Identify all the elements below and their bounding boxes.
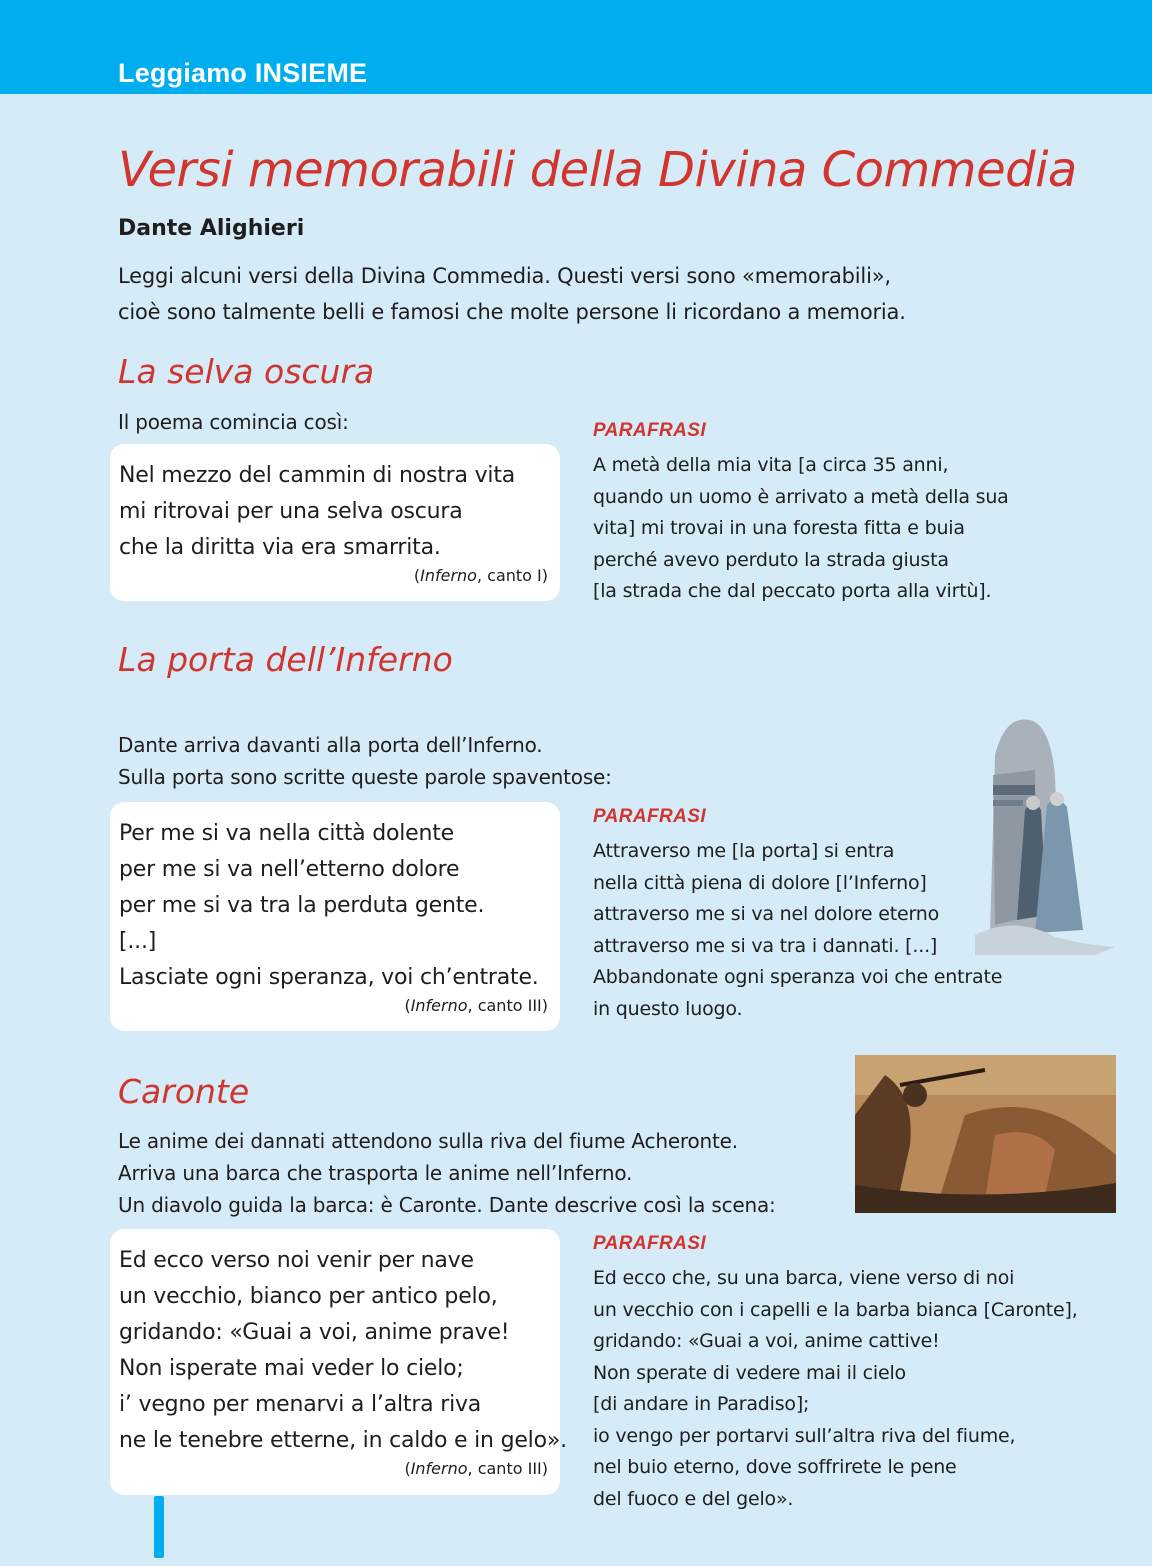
verse-line: i’ vegno per menarvi a l’altra riva [119, 1392, 482, 1417]
paraphrase-line: attraverso me si va tra i dannati. [...] [593, 934, 938, 957]
lead-line: Il poema comincia così: [118, 410, 349, 434]
citation-canto: , canto I) [476, 566, 548, 585]
citation: (Inferno, canto III) [404, 996, 548, 1015]
verse-line: Lasciate ogni speranza, voi ch’entrate. [119, 965, 539, 990]
citation: (Inferno, canto III) [404, 1459, 548, 1478]
author-name: Dante Alighieri [118, 216, 305, 241]
paraphrase-line: io vengo per portarvi sull’altra riva del fiume, [593, 1424, 1016, 1447]
paraphrase-line: [la strada che dal peccato porta alla virtù]. [593, 580, 992, 602]
citation-work: Inferno [410, 1459, 468, 1478]
paraphrase-line: Ed ecco che, su una barca, viene verso di noi [593, 1267, 1015, 1289]
paraphrase-line: in questo luogo. [593, 997, 743, 1020]
verse-box [110, 444, 560, 601]
paraphrase-line: perché avevo perduto la strada giusta [593, 548, 949, 571]
citation-canto: , canto III) [467, 996, 548, 1015]
section-title: La porta dell’Inferno [118, 640, 453, 679]
paraphrase-line: del fuoco e del gelo». [593, 1487, 794, 1510]
verse-line: Ed ecco verso noi venir per nave [119, 1248, 474, 1273]
lead-line: Sulla porta sono scritte queste parole spaventose: [118, 765, 612, 789]
header-label: Leggiamo INSIEME [118, 58, 368, 88]
citation-canto: , canto III) [467, 1459, 548, 1478]
lead-line: Un diavolo guida la barca: è Caronte. Dante descrive così la scena: [118, 1193, 776, 1217]
paraphrase-title: PARAFRASI [593, 420, 707, 441]
paraphrase-line: gridando: «Guai a voi, anime cattive! [593, 1330, 940, 1352]
verse-line: Non isperate mai veder lo cielo; [119, 1356, 464, 1381]
page-edge-marker [154, 1496, 164, 1558]
charon-painting [855, 1055, 1116, 1213]
paraphrase-line: Abbandonate ogni speranza voi che entrate [593, 966, 1003, 988]
paraphrase-line: Attraverso me [la porta] si entra [593, 840, 895, 862]
section-lead [118, 1125, 776, 1221]
paraphrase-line: A metà della mia vita [a circa 35 anni, [593, 454, 949, 476]
dante-virgil-illustration [975, 715, 1120, 955]
verse-line: Nel mezzo del cammin di nostra vita [119, 463, 516, 488]
citation-work: Inferno [410, 996, 468, 1015]
paraphrase-block [593, 1233, 1113, 1515]
verse-line: che la diritta via era smarrita. [119, 535, 441, 560]
verse-line: mi ritrovai per una selva oscura [119, 499, 463, 524]
paraphrase-block [593, 420, 1113, 608]
paraphrase-line: Non sperate di vedere mai il cielo [593, 1361, 906, 1384]
header-bar [0, 0, 1152, 94]
paraphrase-line: un vecchio con i capelli e la barba bianca [Caronte], [593, 1298, 1078, 1321]
intro-line: Leggi alcuni versi della Divina Commedia. Questi versi sono «memorabili», [118, 264, 891, 288]
paraphrase-line: nella città piena di dolore [l’Inferno] [593, 871, 927, 894]
intro-text [118, 258, 1018, 330]
intro-line: cioè sono talmente belli e famosi che molte persone li ricordano a memoria. [118, 300, 906, 324]
paraphrase-line: quando un uomo è arrivato a metà della sua [593, 485, 1009, 508]
verse-box [110, 1229, 567, 1495]
lead-line: Dante arriva davanti alla porta dell’Inferno. [118, 733, 543, 757]
verse-line: per me si va tra la perduta gente. [119, 893, 485, 918]
lead-line: Arriva una barca che trasporta le anime nell’Inferno. [118, 1161, 633, 1185]
paraphrase-line: vita] mi trovai in una foresta fitta e buia [593, 517, 965, 539]
section-title: La selva oscura [118, 352, 375, 391]
paraphrase-line: nel buio eterno, dove soffrirete le pene [593, 1456, 957, 1478]
verse-line: Per me si va nella città dolente [119, 821, 454, 846]
citation-work: Inferno [420, 566, 477, 585]
section-lead [118, 729, 612, 793]
lead-line: Le anime dei dannati attendono sulla riva del fiume Acheronte. [118, 1129, 738, 1153]
charon-painting-graphic [855, 1055, 1116, 1213]
verse-line: per me si va nell’etterno dolore [119, 857, 460, 882]
paraphrase-title: PARAFRASI [593, 1233, 707, 1254]
verse-line: ne le tenebre etterne, in caldo e in gelo». [119, 1428, 567, 1453]
verse-line: [...] [119, 929, 157, 954]
page-title: Versi memorabili della Divina Commedia [118, 142, 1077, 198]
verse-line: gridando: «Guai a voi, anime prave! [119, 1320, 510, 1345]
section-title: Caronte [118, 1072, 250, 1111]
verse-line: un vecchio, bianco per antico pelo, [119, 1284, 498, 1309]
verse-box [110, 802, 560, 1031]
paraphrase-line: [di andare in Paradiso]; [593, 1393, 810, 1415]
paraphrase-title: PARAFRASI [593, 806, 707, 827]
section-lead [118, 406, 349, 438]
paraphrase-line: attraverso me si va nel dolore eterno [593, 903, 940, 925]
citation: (Inferno, canto I) [413, 566, 548, 585]
